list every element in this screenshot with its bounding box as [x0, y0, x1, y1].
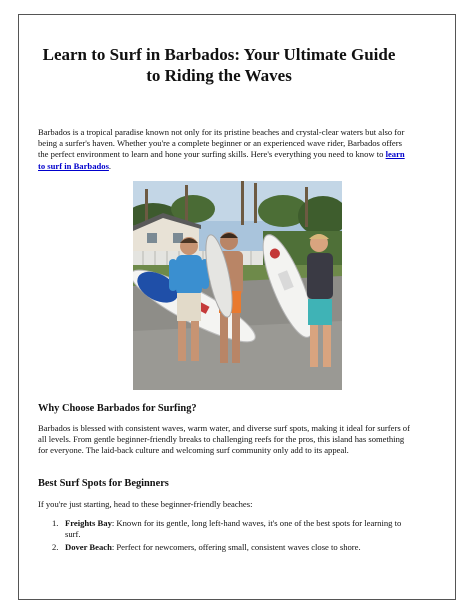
intro-paragraph: [38, 127, 410, 172]
spot-name: Dover Beach: [65, 542, 112, 553]
surfers-photo-illustration: [133, 181, 342, 390]
list-number: 2.: [52, 542, 59, 553]
page-title: [24, 44, 414, 86]
list-item: [38, 542, 410, 553]
spot-description: : Perfect for newcomers, offering small, consistent waves close to shore.: [111, 542, 361, 553]
intro-text: Barbados is a tropical paradise known not only for its pristine beaches and crystal-clear waters but also for being a surfer's haven. Whether you're a complete beginner or an experienced wave rider, Barbados offers the perfect environment to learn and hone your surfing skills. Here's everything you need to know to: [38, 127, 405, 160]
section-heading-why-barbados: Why Choose Barbados for Surfing?: [38, 403, 197, 414]
title-line-2: to Riding the Waves: [146, 66, 292, 85]
spot-description: : Known for its gentle, long left-hand waves, it's one of the best spots for learning to surf.: [65, 518, 402, 540]
surfers-photo: [133, 181, 342, 390]
learn-to-surf-link[interactable]: learn to surf in Barbados: [38, 149, 405, 171]
section-paragraph-beginner-spots: If you're just starting, head to these beginner-friendly beaches:: [38, 499, 253, 509]
spot-name: Freights Bay: [65, 518, 112, 528]
intro-end: .: [108, 160, 112, 171]
list-number: 1.: [52, 518, 59, 528]
title-line-1: Learn to Surf in Barbados: Your Ultimate Guide: [42, 45, 396, 64]
surf-spots-list: [38, 518, 410, 556]
section-heading-beginner-spots: Best Surf Spots for Beginners: [38, 478, 169, 489]
section-paragraph-why-barbados: Barbados is blessed with consistent waves, warm water, and diverse surf spots, making it ideal for surfers of all levels. From gentle beginner-friendly breaks to challenging reefs for the pros, this island has something for everyone. The laid-back culture and welcoming surf community only add to its appeal.: [38, 423, 410, 456]
list-item: [38, 518, 410, 540]
